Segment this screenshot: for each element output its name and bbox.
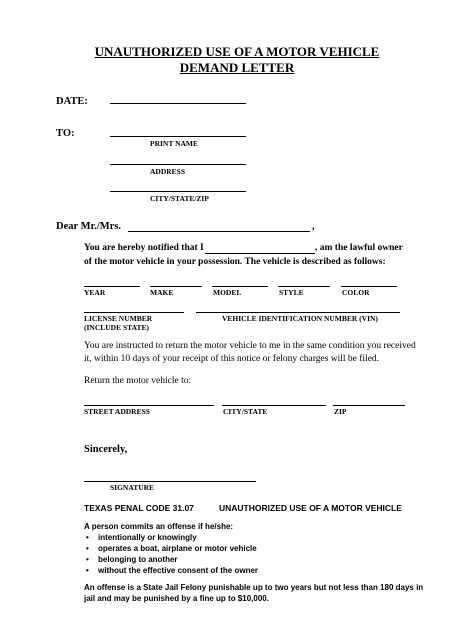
style-field-line[interactable] bbox=[278, 286, 330, 287]
model-caption: MODEL bbox=[213, 288, 242, 297]
notice-line-2: of the motor vehicle in your possession. The vehicle is described as follows: bbox=[84, 257, 386, 267]
to-label: TO: bbox=[56, 128, 75, 139]
closing: Sincerely, bbox=[84, 444, 128, 455]
license-number-field-line[interactable] bbox=[84, 312, 184, 313]
vin-field-line[interactable] bbox=[196, 312, 400, 313]
year-field-line[interactable] bbox=[84, 286, 140, 287]
signature-caption: SIGNATURE bbox=[110, 483, 155, 492]
instruction-line-2: it, within 10 days of your receipt of this notice or felony charges will be filed. bbox=[84, 354, 380, 364]
license-number-caption: LICENSE NUMBER bbox=[84, 314, 153, 323]
notice-line-1-start: You are hereby notified that I bbox=[84, 243, 204, 253]
zip-caption: ZIP bbox=[334, 407, 347, 416]
statute-name: UNAUTHORIZED USE OF A MOTOR VEHICLE bbox=[219, 503, 402, 513]
salutation: Dear Mr./Mrs. bbox=[56, 221, 122, 232]
color-caption: COLOR bbox=[342, 288, 370, 297]
city-state-zip-field-line[interactable] bbox=[110, 191, 246, 192]
signature-field-line[interactable] bbox=[84, 481, 256, 482]
city-state-field-line[interactable] bbox=[222, 405, 326, 406]
salutation-comma: , bbox=[312, 221, 315, 232]
statute-intro: A person commits an offense if he/she: bbox=[84, 522, 234, 531]
list-item: • intentionally or knowingly bbox=[84, 532, 258, 543]
document-title-line2: DEMAND LETTER bbox=[179, 60, 295, 75]
street-address-field-line[interactable] bbox=[84, 405, 214, 406]
penalty-line-1: An offense is a State Jail Felony punishable up to two years but not less than 180 days in bbox=[84, 583, 424, 592]
instruction-line-1: You are instructed to return the motor vehicle to me in the same condition you received bbox=[84, 341, 416, 351]
date-label: DATE: bbox=[56, 96, 88, 107]
print-name-caption: PRINT NAME bbox=[150, 139, 198, 148]
make-field-line[interactable] bbox=[150, 286, 202, 287]
color-field-line[interactable] bbox=[341, 286, 397, 287]
list-item: • without the effective consent of the owner bbox=[84, 565, 258, 576]
city-state-caption: CITY/STATE bbox=[223, 407, 268, 416]
style-caption: STYLE bbox=[279, 288, 304, 297]
address-caption: ADDRESS bbox=[150, 167, 186, 176]
make-caption: MAKE bbox=[150, 288, 174, 297]
zip-field-line[interactable] bbox=[333, 405, 405, 406]
date-field-line[interactable] bbox=[110, 103, 246, 104]
list-item: • belonging to another bbox=[84, 554, 258, 565]
address-field-line[interactable] bbox=[110, 164, 246, 165]
owner-name-field-line[interactable] bbox=[205, 253, 315, 254]
include-state-caption: (INCLUDE STATE) bbox=[84, 323, 149, 332]
vin-caption: VEHICLE IDENTIFICATION NUMBER (VIN) bbox=[222, 314, 378, 323]
document-title-line1: UNAUTHORIZED USE OF A MOTOR VEHICLE bbox=[94, 44, 380, 59]
statute-code: TEXAS PENAL CODE 31.07 bbox=[84, 503, 194, 513]
city-state-zip-caption: CITY/STATE/ZIP bbox=[150, 194, 209, 203]
print-name-field-line[interactable] bbox=[110, 136, 246, 137]
model-field-line[interactable] bbox=[212, 286, 268, 287]
year-caption: YEAR bbox=[84, 288, 106, 297]
list-item: • operates a boat, airplane or motor vehicle bbox=[84, 543, 258, 554]
penalty-line-2: jail and may be punished by a fine up to $10,000. bbox=[84, 594, 269, 603]
notice-line-1-end: , am the lawful owner bbox=[315, 243, 403, 253]
street-address-caption: STREET ADDRESS bbox=[84, 407, 150, 416]
recipient-name-field-line[interactable] bbox=[128, 231, 310, 232]
statute-elements-list bbox=[84, 532, 258, 576]
return-label: Return the motor vehicle to: bbox=[84, 376, 192, 386]
